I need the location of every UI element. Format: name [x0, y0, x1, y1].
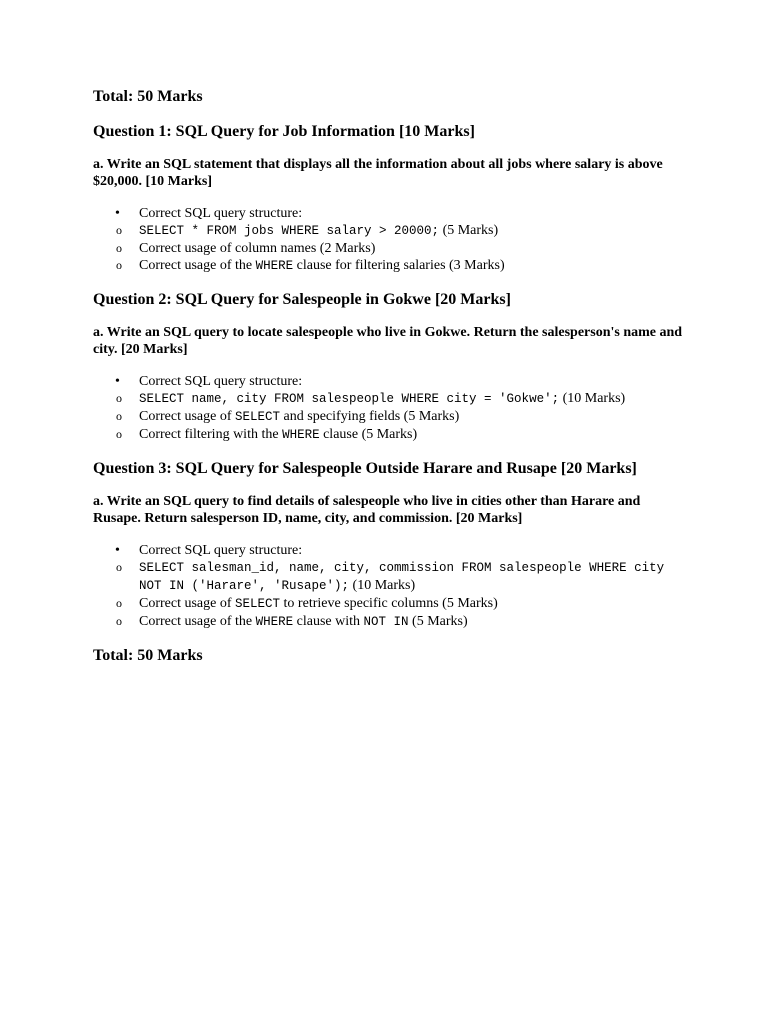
question-2-part-a: a. Write an SQL query to locate salespeople who live in Gokwe. Return the salesperson's name and city. [20 Marks]	[93, 325, 683, 357]
bullet-text: Correct SQL query structure:	[139, 374, 303, 389]
total-marks-top: Total: 50 Marks	[93, 88, 203, 105]
criteria-text: Correct usage of the	[139, 614, 256, 629]
sub-item	[116, 222, 683, 240]
document-page	[93, 87, 683, 666]
criteria-text: Correct usage of column names (2 Marks)	[139, 241, 376, 256]
marks-text: (5 Marks)	[439, 223, 499, 238]
sub-marker: o	[116, 223, 122, 237]
question-1-bullet	[93, 205, 683, 275]
question-2-subcriteria	[116, 390, 683, 444]
question-2-heading: Question 2: SQL Query for Salespeople in Gokwe [20 Marks]	[93, 291, 511, 308]
marks-text: (10 Marks)	[349, 578, 416, 593]
sql-code: SELECT salesman_id, name, city, commission FROM salespeople WHERE city NOT IN ('Harare', 'Rusape');	[139, 561, 665, 593]
criteria-text: clause for filtering salaries (3 Marks)	[293, 258, 505, 273]
criteria-text: Correct filtering with the	[139, 427, 283, 442]
question-1-subcriteria	[116, 222, 683, 275]
criteria-text: to retrieve specific columns (5 Marks)	[280, 596, 498, 611]
criteria-text: Correct usage of the	[139, 258, 256, 273]
question-1	[93, 122, 683, 275]
sub-item	[116, 408, 683, 426]
bullet-marker: •	[115, 206, 120, 221]
criteria-text: Correct usage of	[139, 409, 236, 424]
sub-item	[116, 595, 683, 613]
sub-item	[116, 559, 683, 595]
bullet-marker: •	[115, 543, 120, 558]
question-2-bullet	[93, 373, 683, 444]
sql-keyword: SELECT	[235, 410, 281, 424]
sub-marker: o	[116, 560, 122, 574]
question-3	[93, 459, 683, 631]
question-2	[93, 290, 683, 444]
sub-item	[116, 257, 683, 275]
question-3-heading: Question 3: SQL Query for Salespeople Outside Harare and Rusape [20 Marks]	[93, 460, 637, 477]
sub-item	[116, 613, 683, 631]
question-3-part-a: a. Write an SQL query to find details of salespeople who live in cities other than Harare and Rusape. Return salesperson ID, name, city, and commission. [20 Marks]	[93, 494, 641, 526]
sql-keyword: WHERE	[255, 615, 294, 629]
sub-item	[116, 240, 683, 257]
sub-item	[116, 426, 683, 444]
bullet-text: Correct SQL query structure:	[139, 543, 303, 558]
sub-marker: o	[116, 258, 122, 272]
marks-text: (10 Marks)	[559, 391, 626, 406]
sql-code: SELECT * FROM jobs WHERE salary > 20000;	[139, 224, 440, 238]
question-1-criteria	[93, 205, 683, 275]
bullet-marker: •	[115, 374, 120, 389]
question-3-bullet	[93, 542, 683, 631]
sub-marker: o	[116, 427, 122, 441]
sub-marker: o	[116, 241, 122, 255]
criteria-text: Correct usage of	[139, 596, 236, 611]
sql-code: SELECT name, city FROM salespeople WHERE city = 'Gokwe';	[139, 392, 560, 406]
sql-keyword: WHERE	[255, 259, 294, 273]
sub-item	[116, 390, 683, 408]
question-3-subcriteria	[116, 559, 683, 631]
bullet-text: Correct SQL query structure:	[139, 206, 303, 221]
sub-marker: o	[116, 409, 122, 423]
criteria-text: and specifying fields (5 Marks)	[280, 409, 460, 424]
sql-keyword: SELECT	[235, 597, 281, 611]
total-marks-bottom: Total: 50 Marks	[93, 647, 203, 664]
criteria-text: clause with	[293, 614, 364, 629]
sql-keyword: WHERE	[282, 428, 320, 442]
sub-marker: o	[116, 614, 122, 628]
sql-keyword: NOT IN	[363, 615, 409, 629]
question-1-part-a: a. Write an SQL statement that displays all the information about all jobs where salary is above $20,000. [10 Marks]	[93, 157, 663, 189]
sub-marker: o	[116, 596, 122, 610]
question-2-criteria	[93, 373, 683, 444]
question-3-criteria	[93, 542, 683, 631]
criteria-text: (5 Marks)	[408, 614, 468, 629]
criteria-text: clause (5 Marks)	[319, 427, 418, 442]
sub-marker: o	[116, 391, 122, 405]
question-1-heading: Question 1: SQL Query for Job Information [10 Marks]	[93, 123, 475, 140]
